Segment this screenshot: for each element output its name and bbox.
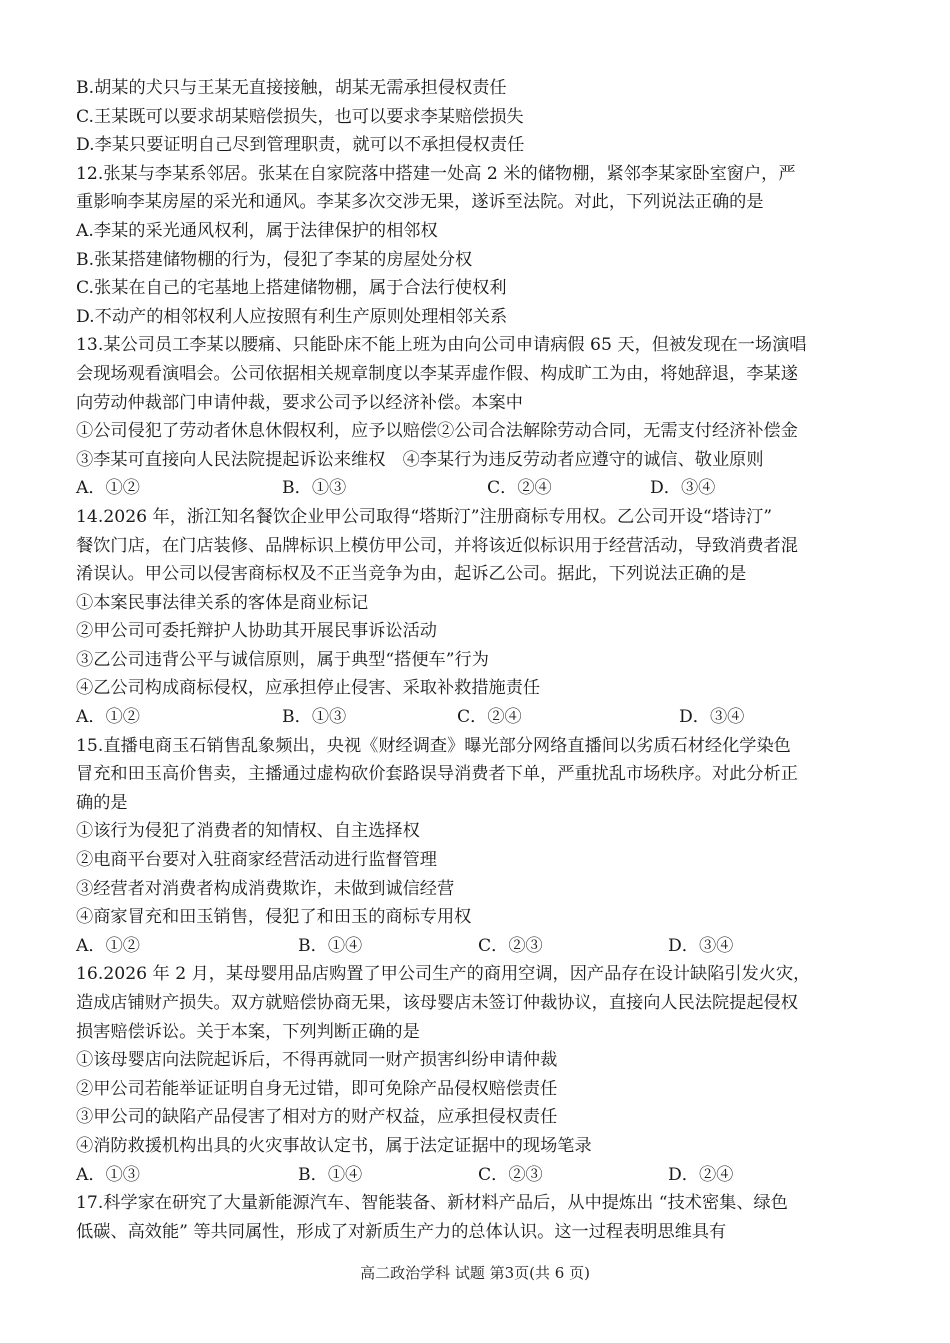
option-c: C．②③ <box>478 935 543 956</box>
question-stem-line: 会现场观看演唱会。公司依据相关规章制度以李某弄虚作假、构成旷工为由，将她辞退，李某遂 <box>76 363 798 384</box>
option-line: C.王某既可以要求胡某赔偿损失，也可以要求李某赔偿损失 <box>76 106 524 127</box>
option-d: D．③④ <box>679 707 745 728</box>
question-stem-line: 17.科学家在研究了大量新能源汽车、智能装备、新材料产品后，从中提炼出 “技术密集、绿色 <box>76 1193 788 1214</box>
statement-line: ④商家冒充和田玉销售，侵犯了和田玉的商标专用权 <box>76 907 472 928</box>
question-stem-line: 14.2026 年，浙江知名餐饮企业甲公司取得“塔斯汀”注册商标专用权。乙公司开设“塔诗汀” <box>76 506 773 527</box>
statement-line: ②甲公司可委托辩护人协助其开展民事诉讼活动 <box>76 621 437 642</box>
statement-line: ④乙公司构成商标侵权，应承担停止侵害、采取补救措施责任 <box>76 678 541 699</box>
question-14 <box>76 503 876 732</box>
question-stem-line: 向劳动仲裁部门申请仲裁，要求公司予以经济补偿。本案中 <box>76 392 523 413</box>
option-line: D.李某只要证明自己尽到管理职责，就可以不承担侵权责任 <box>76 135 525 156</box>
options-row <box>76 932 876 961</box>
question-stem-line: 低碳、高效能” 等共同属性，形成了对新质生产力的总体认识。这一过程表明思维具有 <box>76 1221 727 1242</box>
option-c: C．②③ <box>478 1164 543 1185</box>
option-d: D．③④ <box>668 935 734 956</box>
question-stem-line: 12.张某与李某系邻居。张某在自家院落中搭建一处高 2 米的储物棚，紧邻李某家卧室窗户，严 <box>76 163 796 184</box>
statement-line: ③乙公司违背公平与诚信原则，属于典型“搭便车”行为 <box>76 649 489 670</box>
question-stem-line: 淆误认。甲公司以侵害商标权及不正当竞争为由，起诉乙公司。据此，下列说法正确的是 <box>76 564 747 585</box>
choice-a: A.李某的采光通风权利，属于法律保护的相邻权 <box>76 220 438 241</box>
option-b: B．①③ <box>282 707 347 728</box>
question-stem-line: 确的是 <box>76 792 128 813</box>
option-a: A．①② <box>76 935 140 956</box>
page-footer: 高二政治学科 试题 第3页(共 6 页) <box>360 1264 590 1282</box>
question-16 <box>76 960 876 1189</box>
statement-line: ①该母婴店向法院起诉后，不得再就同一财产损害纠纷申请仲裁 <box>76 1050 558 1071</box>
option-a: A．①② <box>76 478 140 499</box>
question-13 <box>76 331 876 503</box>
statement-line: ③甲公司的缺陷产品侵害了相对方的财产权益，应承担侵权责任 <box>76 1107 558 1128</box>
option-a: A．①② <box>76 707 140 728</box>
question-stem-line: 16.2026 年 2 月，某母婴用品店购置了甲公司生产的商用空调，因产品存在设计缺陷引发火灾， <box>76 964 811 985</box>
option-d: D．②④ <box>668 1164 734 1185</box>
question-stem-line: 餐饮门店，在门店装修、品牌标识上模仿甲公司，并将该近似标识用于经营活动，导致消费者混 <box>76 535 798 556</box>
statement-line: ③李某可直接向人民法院提起诉讼来维权 ④李某行为违反劳动者应遵守的诚信、敬业原则 <box>76 449 764 470</box>
statement-line: ①公司侵犯了劳动者休息休假权利，应予以赔偿②公司合法解除劳动合同，无需支付经济补偿金 <box>76 421 798 442</box>
question-12 <box>76 160 876 332</box>
question-stem-line: 15.直播电商玉石销售乱象频出，央视《财经调查》曝光部分网络直播间以劣质石材经化学染色 <box>76 735 791 756</box>
option-line: B.胡某的犬只与王某无直接接触，胡某无需承担侵权责任 <box>76 78 507 98</box>
options-row <box>76 703 876 732</box>
question-stem-line: 重影响李某房屋的采光和通风。李某多次交涉无果，遂诉至法院。对此，下列说法正确的是 <box>76 192 764 213</box>
option-c: C．②④ <box>457 707 522 728</box>
option-b: B．①④ <box>298 935 363 956</box>
option-c: C．②④ <box>487 478 552 499</box>
statement-line: ②甲公司若能举证证明自身无过错，即可免除产品侵权赔偿责任 <box>76 1078 558 1099</box>
option-b: B．①③ <box>282 478 347 499</box>
option-d: D．③④ <box>650 478 716 499</box>
options-row <box>76 1161 876 1190</box>
question-stem-line: 13.某公司员工李某以腰痛、只能卧床不能上班为由向公司申请病假 65 天，但被发现在一场演唱 <box>76 335 807 356</box>
statement-line: ④消防救援机构出具的火灾事故认定书，属于法定证据中的现场笔录 <box>76 1135 592 1156</box>
question-stem-line: 造成店铺财产损失。双方就赔偿协商无果，该母婴店未签订仲裁协议，直接向人民法院提起侵权 <box>76 993 798 1013</box>
question-15 <box>76 732 876 961</box>
statement-line: ①该行为侵犯了消费者的知情权、自主选择权 <box>76 821 420 842</box>
option-b: B．①④ <box>298 1164 363 1185</box>
choice-d: D.不动产的相邻权利人应按照有利生产原则处理相邻关系 <box>76 306 508 327</box>
question-stem-line: 损害赔偿诉讼。关于本案，下列判断正确的是 <box>76 1021 420 1042</box>
option-a: A．①③ <box>76 1164 140 1185</box>
exam-page <box>76 74 876 1246</box>
choice-c: C.张某在自己的宅基地上搭建储物棚，属于合法行使权利 <box>76 278 507 299</box>
question-17 <box>76 1189 876 1246</box>
choice-b: B.张某搭建储物棚的行为，侵犯了李某的房屋处分权 <box>76 249 473 270</box>
question-stem-line: 冒充和田玉高价售卖，主播通过虚构砍价套路误导消费者下单，严重扰乱市场秩序。对此分析正 <box>76 764 798 785</box>
statement-line: ②电商平台要对入驻商家经营活动进行监督管理 <box>76 850 437 871</box>
options-row <box>76 474 876 503</box>
statement-line: ③经营者对消费者构成消费欺诈，未做到诚信经营 <box>76 878 455 899</box>
statement-line: ①本案民事法律关系的客体是商业标记 <box>76 592 369 613</box>
